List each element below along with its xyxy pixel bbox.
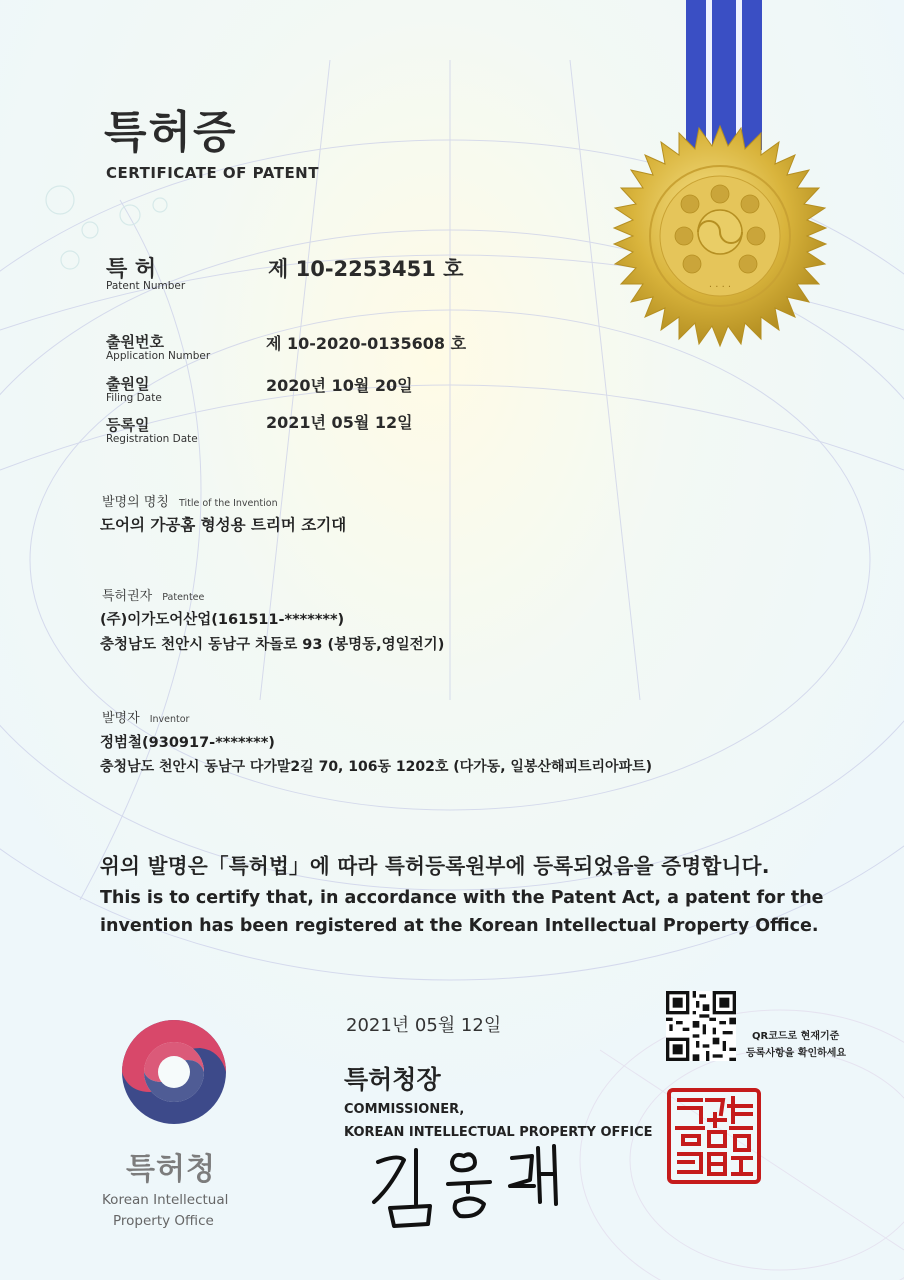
certificate-title-en: CERTIFICATE OF PATENT bbox=[106, 164, 319, 182]
gold-seal-icon bbox=[608, 124, 832, 348]
invention-title-label bbox=[102, 491, 278, 510]
issue-date: 2021년 05월 12일 bbox=[346, 1015, 502, 1036]
application-number-value: 제 10-2020-0135608 호 bbox=[266, 334, 467, 353]
patentee-label-ko: 특허권자 bbox=[102, 589, 153, 604]
qr-caption-line1: QR코드로 현재기준 bbox=[752, 1031, 840, 1042]
patentee-label bbox=[102, 585, 204, 604]
inventor-label-ko: 발명자 bbox=[102, 711, 140, 726]
invention-title-label-en: Title of the Invention bbox=[178, 498, 278, 509]
filing-date-label-en: Filing Date bbox=[106, 392, 162, 404]
qr-caption-line2: 등록사항을 확인하세요 bbox=[746, 1048, 847, 1059]
registration-date-label-ko: 등록일 bbox=[106, 416, 150, 434]
certification-text-en-line2: invention has been registered at the Korean Intellectual Property Office. bbox=[100, 916, 819, 936]
official-red-seal bbox=[667, 1088, 761, 1184]
invention-title-value: 도어의 가공홈 형성용 트리머 조기대 bbox=[100, 516, 347, 534]
patentee-label-en: Patentee bbox=[162, 592, 205, 603]
registration-date-value: 2021년 05월 12일 bbox=[266, 413, 413, 432]
patent-number-label-en: Patent Number bbox=[106, 280, 186, 292]
commissioner-title-en-line1: COMMISSIONER, bbox=[344, 1102, 465, 1117]
kipo-name-en-line2: Property Office bbox=[113, 1213, 214, 1229]
patentee-name: (주)이가도어산업(161511-*******) bbox=[100, 612, 345, 628]
commissioner-title-en-line2: KOREAN INTELLECTUAL PROPERTY OFFICE bbox=[344, 1125, 653, 1140]
inventor-address: 충청남도 천안시 동남구 다가말2길 70, 106동 1202호 (다가동, 일봉산해피트리아파트) bbox=[100, 759, 653, 775]
commissioner-title-ko: 특허청장 bbox=[344, 1065, 441, 1094]
registration-date-label-en: Registration Date bbox=[106, 433, 198, 445]
kipo-logo-icon bbox=[120, 1018, 228, 1126]
inventor-name: 정범철(930917-*******) bbox=[100, 735, 275, 751]
qr-code[interactable] bbox=[666, 991, 736, 1061]
patent-number-label-ko: 특 허 bbox=[106, 257, 157, 282]
inventor-label-en: Inventor bbox=[149, 714, 190, 725]
invention-title-label-ko: 발명의 명칭 bbox=[102, 495, 169, 510]
filing-date-label-ko: 출원일 bbox=[106, 375, 150, 393]
certification-text-en-line1: This is to certify that, in accordance with the Patent Act, a patent for the bbox=[100, 888, 824, 908]
svg-text:· · · ·: · · · · bbox=[708, 282, 732, 293]
patentee-address: 충청남도 천안시 동남구 차돌로 93 (봉명동,영일전기) bbox=[100, 637, 445, 653]
kipo-name-ko: 특허청 bbox=[126, 1152, 216, 1187]
certificate-title-ko: 특허증 bbox=[104, 107, 238, 158]
filing-date-value: 2020년 10월 20일 bbox=[266, 376, 413, 395]
kipo-name-en-line1: Korean Intellectual bbox=[102, 1192, 229, 1208]
patent-number-value: 제 10-2253451 호 bbox=[268, 257, 464, 281]
commissioner-signature bbox=[360, 1140, 590, 1230]
application-number-label-en: Application Number bbox=[106, 350, 211, 362]
application-number-label-ko: 출원번호 bbox=[106, 333, 164, 351]
certification-text-ko: 위의 발명은「특허법」에 따라 특허등록원부에 등록되었음을 증명합니다. bbox=[100, 854, 770, 878]
inventor-label bbox=[102, 707, 189, 726]
